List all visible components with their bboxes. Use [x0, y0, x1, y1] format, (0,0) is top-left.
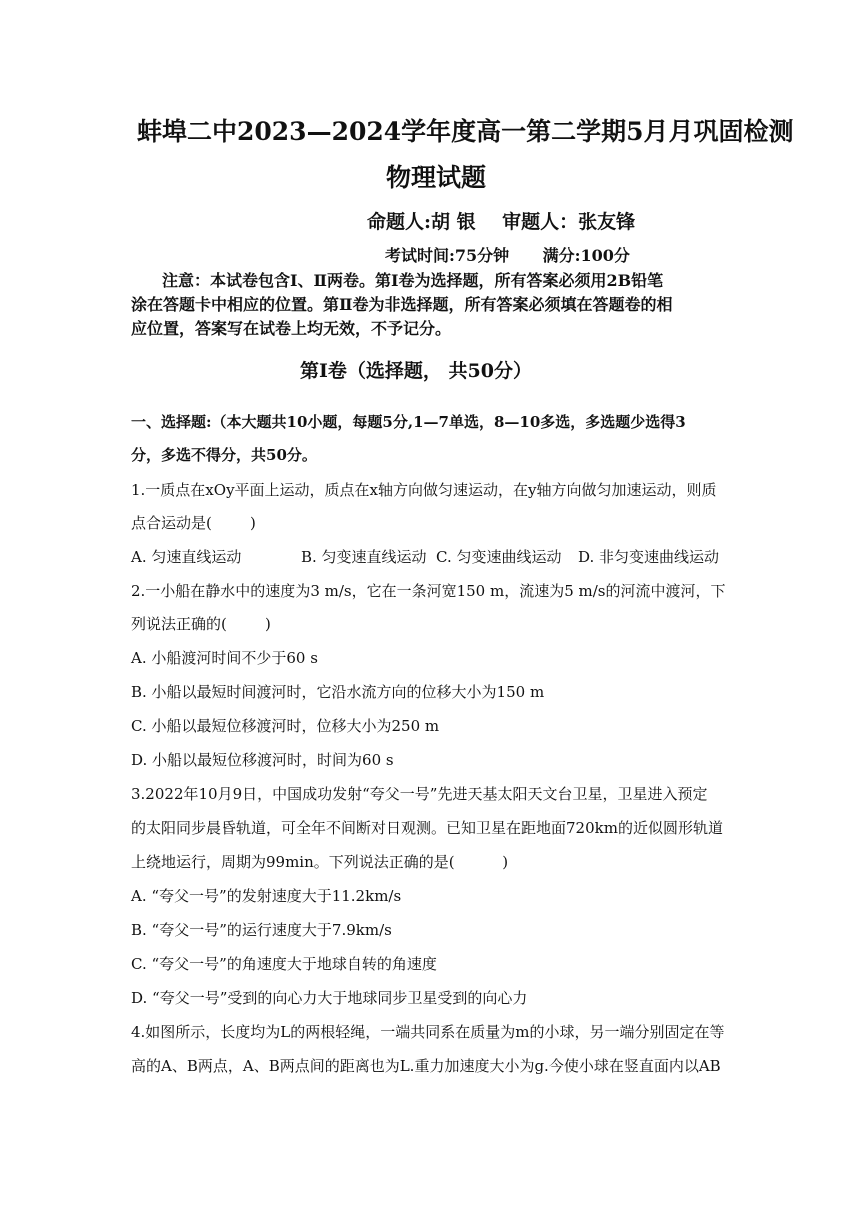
q3-option-b: B. “夸父一号”的运行速度大于7.9km/s: [131, 921, 392, 939]
q4-stem-line1: 4.如图所示，长度均为L的两根轻绳，一端共同系在质量为m的小球，另一端分别固定在等: [131, 1023, 725, 1041]
q3-stem-line1: 3.2022年10月9日，中国成功发射“夸父一号”先进天基太阳天文台卫星，卫星进入预定: [131, 785, 708, 803]
exam-authors: 命题人:胡 银 审题人：张友锋: [367, 211, 636, 233]
notice-line3: 应位置，答案写在试卷上均无效，不予记分。: [131, 319, 452, 338]
notice-line1: 注意：本试卷包含Ⅰ、Ⅱ两卷。第Ⅰ卷为选择题，所有答案必须用2B铅笔: [162, 271, 664, 290]
q3-option-d: D. “夸父一号”受到的向心力大于地球同步卫星受到的向心力: [131, 989, 528, 1007]
q2-stem-line2: 列说法正确的( ): [131, 615, 271, 633]
q3-option-c: C. “夸父一号”的角速度大于地球自转的角速度: [131, 955, 437, 973]
exam-title-line1: 蚌埠二中2023—2024学年度高一第二学期5月月巩固检测: [137, 117, 794, 146]
q2-option-a: A. 小船渡河时间不少于60 s: [131, 649, 318, 667]
q2-stem-line1: 2.一小船在静水中的速度为3 m/s，它在一条河宽150 m，流速为5 m/s的河流中渡河，下: [131, 582, 726, 600]
section-intro-line1: 一、选择题:（本大题共10小题，每题5分,1—7单选，8—10多选，多选题少选得3: [131, 413, 686, 431]
exam-title-line2: 物理试题: [386, 163, 487, 192]
q2-option-d: D. 小船以最短位移渡河时，时间为60 s: [131, 751, 394, 769]
q1-option-a: A. 匀速直线运动: [131, 548, 242, 566]
q2-option-b: B. 小船以最短时间渡河时，它沿水流方向的位移大小为150 m: [131, 683, 545, 701]
q3-stem-line3: 上绕地运行，周期为99min。下列说法正确的是( ): [131, 853, 509, 871]
q3-stem-line2: 的太阳同步晨昏轨道，可全年不间断对日观测。已知卫星在距地面720km的近似圆形轨道: [131, 819, 723, 837]
notice-line2: 涂在答题卡中相应的位置。第Ⅱ卷为非选择题，所有答案必须填在答题卷的相: [131, 295, 673, 314]
section-intro-line2: 分，多选不得分，共50分。: [131, 446, 317, 464]
q4-stem-line2: 高的A、B两点，A、B两点间的距离也为L.重力加速度大小为g.今使小球在竖直面内以AB: [131, 1057, 721, 1075]
q1-option-b: B. 匀变速直线运动: [301, 548, 427, 566]
q2-option-c: C. 小船以最短位移渡河时，位移大小为250 m: [131, 717, 440, 735]
q1-option-d: D. 非匀变速曲线运动: [578, 548, 720, 566]
section-title: 第Ⅰ卷（选择题， 共50分）: [300, 360, 532, 382]
q1-stem-line1: 1.一质点在xOy平面上运动，质点在x轴方向做匀速运动，在y轴方向做匀加速运动，则质: [131, 481, 717, 499]
q1-stem-line2: 点合运动是( ): [131, 514, 256, 532]
q1-option-c: C. 匀变速曲线运动: [436, 548, 562, 566]
q3-option-a: A. “夸父一号”的发射速度大于11.2km/s: [131, 887, 402, 905]
exam-time-score: 考试时间:75分钟 满分:100分: [385, 246, 630, 265]
